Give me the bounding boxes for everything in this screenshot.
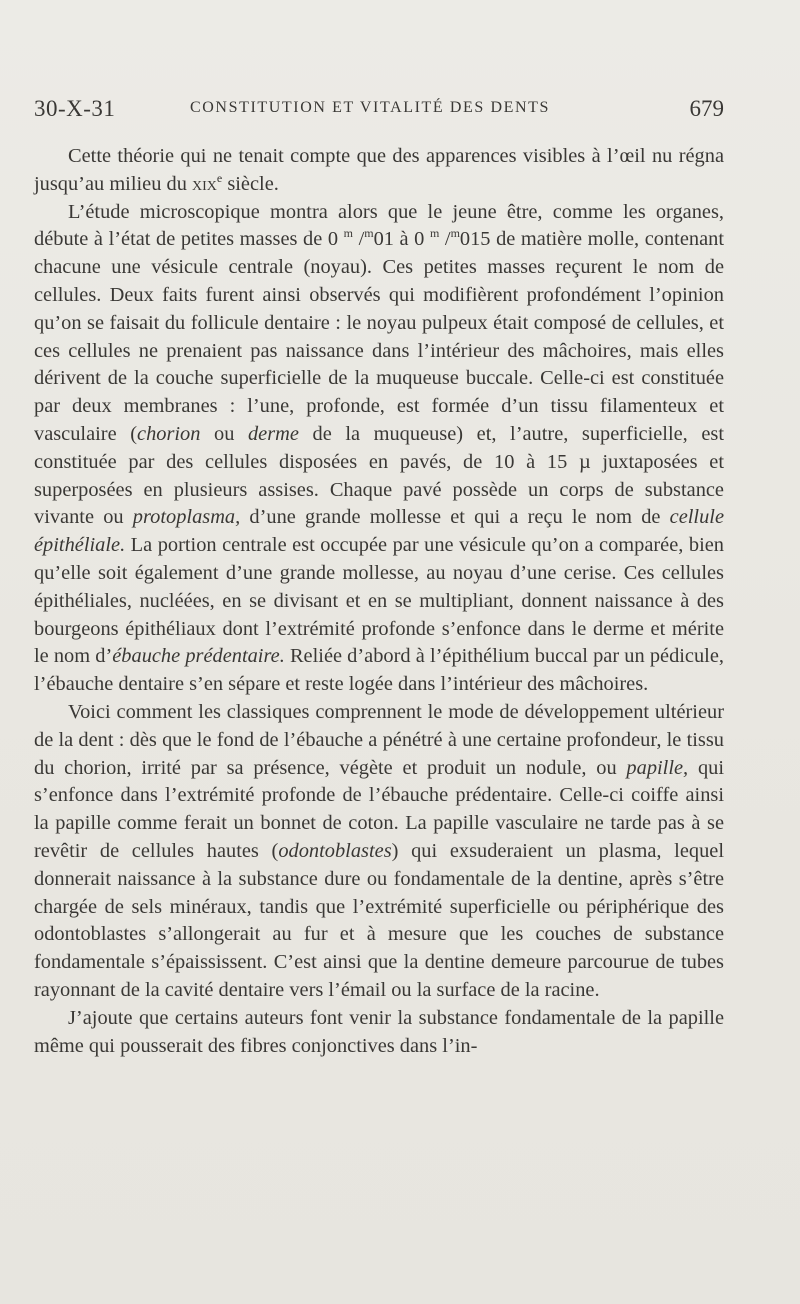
italic-term: cellule épithéliale.: [34, 506, 724, 557]
page-number: 679: [689, 96, 724, 121]
text-run: qui s’enfonce dans l’extrémité profonde de l’ébauche prédentaire. Celle-ci coiffe ainsi la papille comme ferait un bonnet de coton. La papille vasculaire ne tarde pas à se revêtir de cellules hautes (: [34, 756, 724, 862]
italic-term: ébauche prédentaire.: [112, 645, 285, 668]
unit-superscript: m: [450, 226, 460, 241]
text-run: ou: [200, 422, 248, 445]
running-head: [34, 96, 724, 126]
text-run: L’étude microscopique montra alors que le jeune être, comme les organes, débute à l’état de petites masses de: [34, 200, 724, 251]
text-run: Reliée d’abord à l’épithélium buccal par un pédicule, l’ébauche dentaire s’en sépare et reste logée dans l’intérieur des mâchoires.: [34, 645, 724, 696]
unit-superscript: m: [343, 226, 353, 241]
century-numeral: xix: [192, 172, 217, 195]
chapter-title: CONSTITUTION ET VITALITÉ DES DENTS: [190, 99, 551, 116]
text-run: La portion centrale est occupée par une vésicule qu’on a comparée, bien qu’elle soit également d’une grande mollesse, au noyau d’une cerise. Ces cellules épithéliales, nucléées, en se divisant et en se multipliant, donnent naissance à des bourgeons épithéliaux dont l’extrémité profonde s’enfonce dans le derme et mérite le nom d’: [34, 534, 724, 668]
italic-term: papille,: [626, 756, 689, 779]
text-run: siècle.: [222, 172, 279, 195]
body-text: [34, 143, 724, 1060]
paragraph-4: [34, 1005, 724, 1061]
paragraph-3: [34, 699, 724, 1005]
unit-slash: /: [352, 228, 365, 251]
paragraph-1: [34, 143, 724, 199]
text-run: de la muqueuse) et, l’autre, superficielle, est constituée par des cellules disposées en pavés, de 10 à 15 µ juxtaposées et superposées en plusieurs assises. Chaque pavé possède un corps de substance vivante ou: [34, 422, 724, 529]
unit-superscript: m: [429, 226, 440, 241]
issue-date: 30-X-31: [34, 96, 116, 121]
italic-term: chorion: [137, 422, 201, 445]
text-run: ) qui exsuderaient un plasma, lequel donnerait naissance à la substance dure ou fondamentale de la dentine, après s’être chargée de sels minéraux, tandis que l’extrémité superficielle ou périphérique des odontoblastes s’allongerait au fur et à mesure que les couches de substance fondamentale s’épaississent. C’est ainsi que la dentine demeure parcourue de tubes rayonnant de la cavité dentaire vers l’émail ou la surface de la racine.: [34, 839, 724, 1001]
text-run: Voici comment les classiques comprennent le mode de développement ultérieur de la dent : dès que le fond de l’ébauche a pénétré à une certaine profondeur, le tissu du chorion, irrité par sa présence, végète et produit un nodule, ou: [34, 700, 724, 779]
italic-term: odontoblastes: [278, 839, 392, 862]
superscript: e: [216, 171, 223, 185]
paragraph-2: [34, 199, 724, 699]
text-run: 015 de matière molle, contenant chacune une vésicule centrale (noyau). Ces petites masses reçurent le nom de cellules. Deux faits furent ainsi observés qui modifièrent profondément l’opinion qu’on se faisait du follicule dentaire : le noyau pulpeux était composé de cellules, et ces cellules ne prenaient pas naissance dans l’intérieur des mâchoires, mais elles dérivent de la couche superficielle de la muqueuse buccale. Celle-ci est constituée par deux membranes : l’une, profonde, est formée d’un tissu filamenteux et vasculaire (: [34, 228, 724, 445]
italic-term: protoplasma,: [132, 506, 241, 529]
italic-term: derme: [247, 422, 299, 445]
unit-slash: /: [439, 228, 451, 251]
unit-superscript: m: [364, 226, 374, 241]
measure-value: 01 à 0: [373, 228, 430, 251]
text-run: d’une grande mollesse et qui a reçu le nom de: [240, 506, 670, 529]
text-run: J’ajoute que certains auteurs font venir la substance fondamentale de la papille même qui pousserait des fibres conjonctives dans l’in-: [34, 1006, 724, 1057]
text-run: Cette théorie qui ne tenait compte que des apparences visibles à l’œil nu régna jusqu’au milieu du: [34, 145, 724, 195]
measure-value: 0: [327, 228, 344, 251]
